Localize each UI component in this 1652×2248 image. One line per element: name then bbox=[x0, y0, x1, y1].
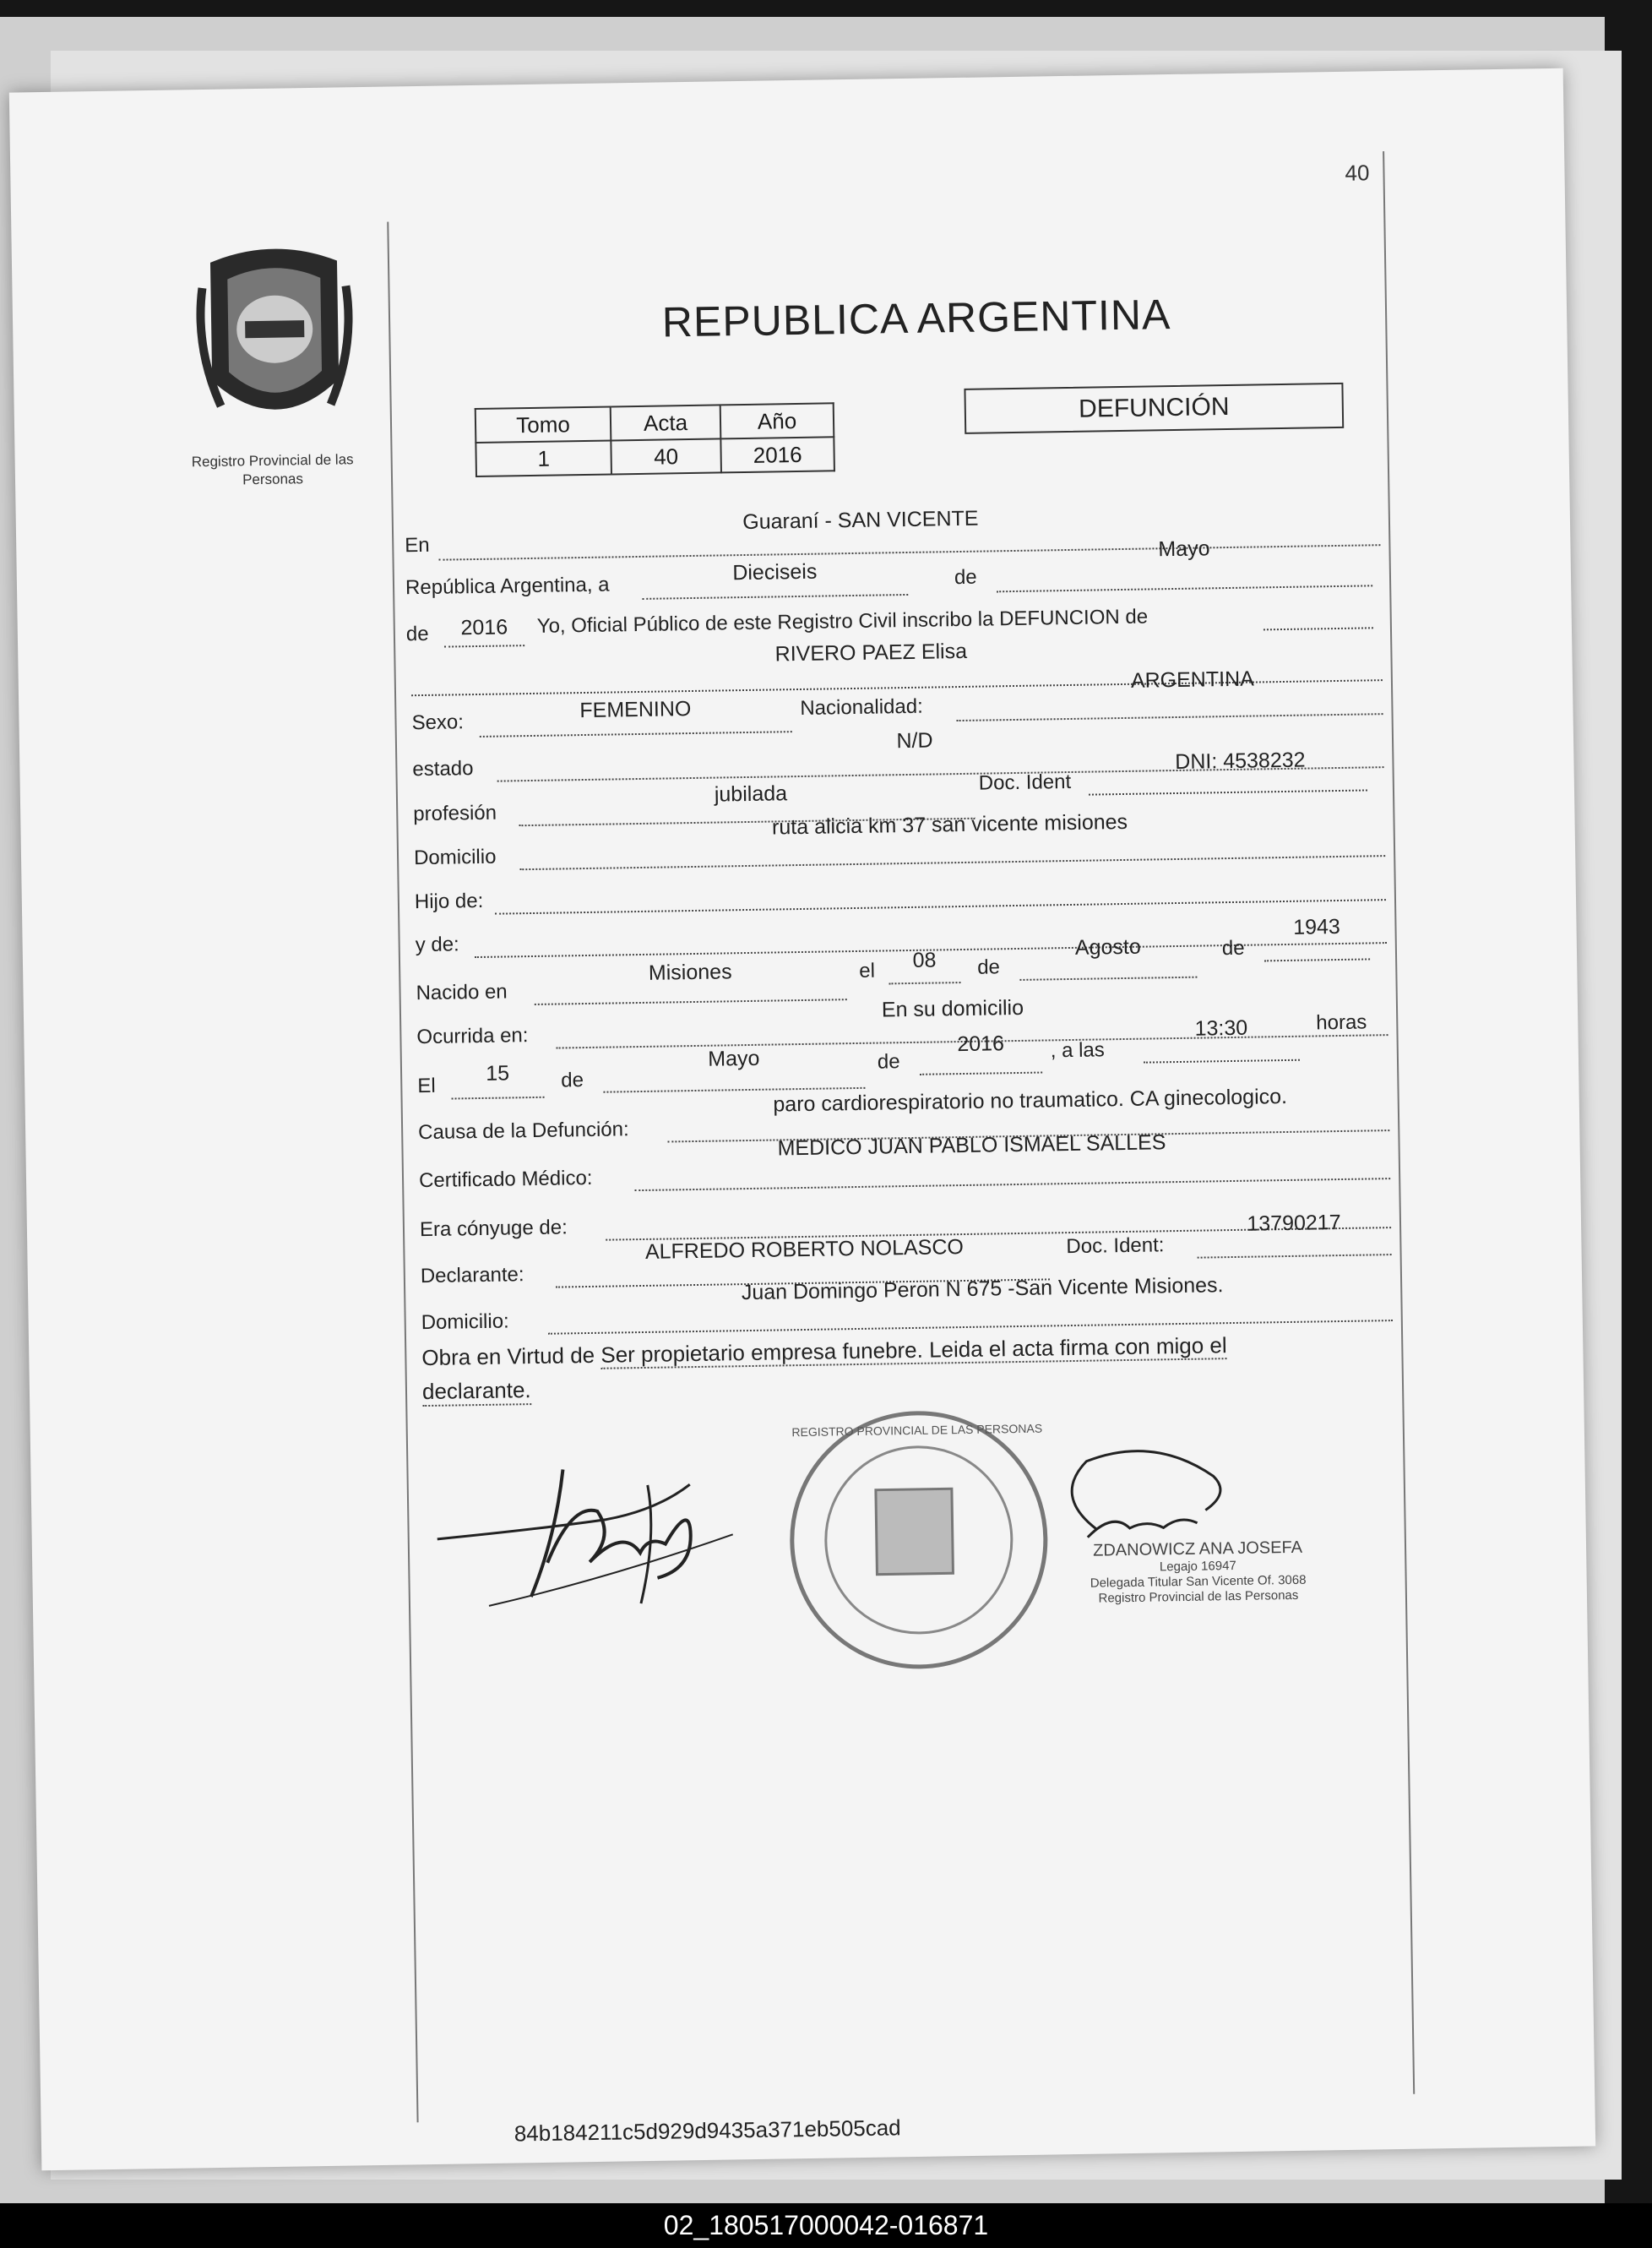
inscribo-fill bbox=[1263, 601, 1372, 630]
official-registry: Registro Provincial de las Personas bbox=[1098, 1587, 1299, 1606]
death-day-value: 15 bbox=[485, 1061, 510, 1086]
registry-name: Registro Provincial de las Personas bbox=[191, 451, 354, 488]
estado-value: N/D bbox=[896, 728, 933, 754]
birthplace-value: Misiones bbox=[648, 960, 732, 985]
birth-year-value: 1943 bbox=[1292, 914, 1341, 939]
month-value: Mayo bbox=[1158, 536, 1210, 562]
certificado-label: Certificado Médico: bbox=[418, 1166, 593, 1193]
official-seal-stamp bbox=[773, 1394, 1064, 1685]
document-title: REPUBLICA ARGENTINA bbox=[661, 291, 1171, 346]
acta-header: Acta bbox=[611, 405, 721, 440]
horas-label: horas bbox=[1316, 1010, 1367, 1035]
domicilio-label: Domicilio bbox=[413, 845, 497, 870]
ano-value: 2016 bbox=[720, 437, 834, 472]
hijo-field bbox=[495, 874, 1386, 915]
declarante-value: ALFREDO ROBERTO NOLASCO bbox=[644, 1235, 965, 1264]
el-label: el bbox=[859, 959, 876, 982]
en-label: En bbox=[405, 533, 430, 558]
sexo-value: FEMENINO bbox=[579, 697, 692, 723]
el2-label: El bbox=[417, 1074, 436, 1098]
tomo-header: Tomo bbox=[475, 406, 611, 443]
declarante-label: Declarante: bbox=[420, 1263, 524, 1288]
yde-label: y de: bbox=[415, 933, 459, 957]
domicilio-value: ruta alicia km 37 san vicente misiones bbox=[771, 809, 1128, 840]
profesion-value: jubilada bbox=[714, 781, 788, 807]
certificado-value: MEDICO JUAN PABLO ISMAEL SALLES bbox=[777, 1130, 1166, 1161]
alas-label: , a las bbox=[1050, 1038, 1105, 1063]
doc-label: Doc. Ident bbox=[978, 770, 1072, 795]
nacionalidad-value: ARGENTINA bbox=[1130, 667, 1255, 693]
province-emblem-logo bbox=[193, 235, 357, 449]
causa-value: paro cardiorespiratorio no traumatico. CA ginecologico. bbox=[773, 1084, 1288, 1117]
profesion-label: profesión bbox=[413, 801, 497, 826]
acta-value: 40 bbox=[611, 438, 721, 474]
document-hash: 84b184211c5d929d9435a371eb505cad bbox=[514, 2115, 901, 2147]
death-month-value: Mayo bbox=[708, 1046, 760, 1071]
de-label-3: de bbox=[1221, 936, 1245, 961]
obra-text-end: declarante. bbox=[422, 1377, 531, 1407]
day-value: Dieciseis bbox=[732, 559, 818, 585]
official-role: Delegada Titular San Vicente Of. 3068 bbox=[1090, 1572, 1307, 1591]
obra-prefix: Obra en Virtud de bbox=[421, 1342, 595, 1371]
de-year-label: de bbox=[405, 622, 429, 646]
place-value: Guaraní - SAN VICENTE bbox=[742, 506, 979, 535]
de-label-5: de bbox=[877, 1050, 900, 1074]
birth-day-value: 08 bbox=[912, 948, 937, 972]
page-number: 40 bbox=[1345, 160, 1370, 186]
de-label: de bbox=[954, 565, 977, 590]
left-margin-line bbox=[387, 222, 418, 2123]
year-value: 2016 bbox=[460, 615, 508, 640]
declarante-doc-value: 13790217 bbox=[1247, 1211, 1341, 1236]
doc-value: DNI: 4538232 bbox=[1175, 748, 1306, 775]
domicilio2-label: Domicilio: bbox=[421, 1309, 509, 1335]
death-time-value: 13:30 bbox=[1194, 1015, 1248, 1041]
declarante-doc-label: Doc. Ident: bbox=[1066, 1233, 1165, 1259]
scan-file-id: 02_180517000042-016871 bbox=[0, 2203, 1652, 2248]
domicilio2-value: Juan Domingo Peron N 675 -San Vicente Misiones. bbox=[741, 1273, 1224, 1305]
nacionalidad-field bbox=[956, 688, 1383, 721]
hijo-label: Hijo de: bbox=[414, 889, 484, 914]
de-label-4: de bbox=[561, 1069, 584, 1092]
tomo-acta-table bbox=[475, 402, 835, 477]
official-legajo: Legajo 16947 bbox=[1159, 1558, 1236, 1575]
month-field bbox=[997, 559, 1372, 592]
estado-label: estado bbox=[412, 757, 474, 781]
nacionalidad-label: Nacionalidad: bbox=[800, 694, 923, 720]
de-label-2: de bbox=[976, 955, 1001, 979]
conyuge-label: Era cónyuge de: bbox=[419, 1216, 568, 1242]
act-type-box: DEFUNCIÓN bbox=[964, 383, 1344, 434]
death-year-value: 2016 bbox=[957, 1031, 1005, 1057]
causa-label: Causa de la Defunción: bbox=[417, 1118, 629, 1145]
inscribo-text: Yo, Oficial Público de este Registro Civil inscribo la DEFUNCION de bbox=[536, 605, 1149, 638]
official-block bbox=[1058, 1538, 1338, 1607]
ocurrida-value: En su domicilio bbox=[881, 995, 1024, 1022]
obra-text: Ser propietario empresa funebre. Leida el acta firma con migo el bbox=[600, 1332, 1227, 1368]
death-certificate-page bbox=[9, 68, 1595, 2171]
stamp-text: REGISTRO PROVINCIAL DE LAS PERSONAS bbox=[791, 1421, 1043, 1440]
ocurrida-label: Ocurrida en: bbox=[416, 1024, 529, 1049]
birth-month-value: Agosto bbox=[1074, 934, 1141, 960]
republica-label: República Argentina, a bbox=[405, 573, 610, 600]
official-name: ZDANOWICZ ANA JOSEFA bbox=[1092, 1538, 1303, 1560]
obra-paragraph bbox=[421, 1330, 1393, 1371]
deceased-name: RIVERO PAEZ Elisa bbox=[774, 639, 968, 667]
declarant-signature bbox=[436, 1432, 802, 1641]
sexo-label: Sexo: bbox=[411, 710, 465, 735]
ano-header: Año bbox=[720, 403, 834, 438]
tomo-value: 1 bbox=[475, 440, 611, 476]
nacido-label: Nacido en bbox=[416, 980, 508, 1005]
